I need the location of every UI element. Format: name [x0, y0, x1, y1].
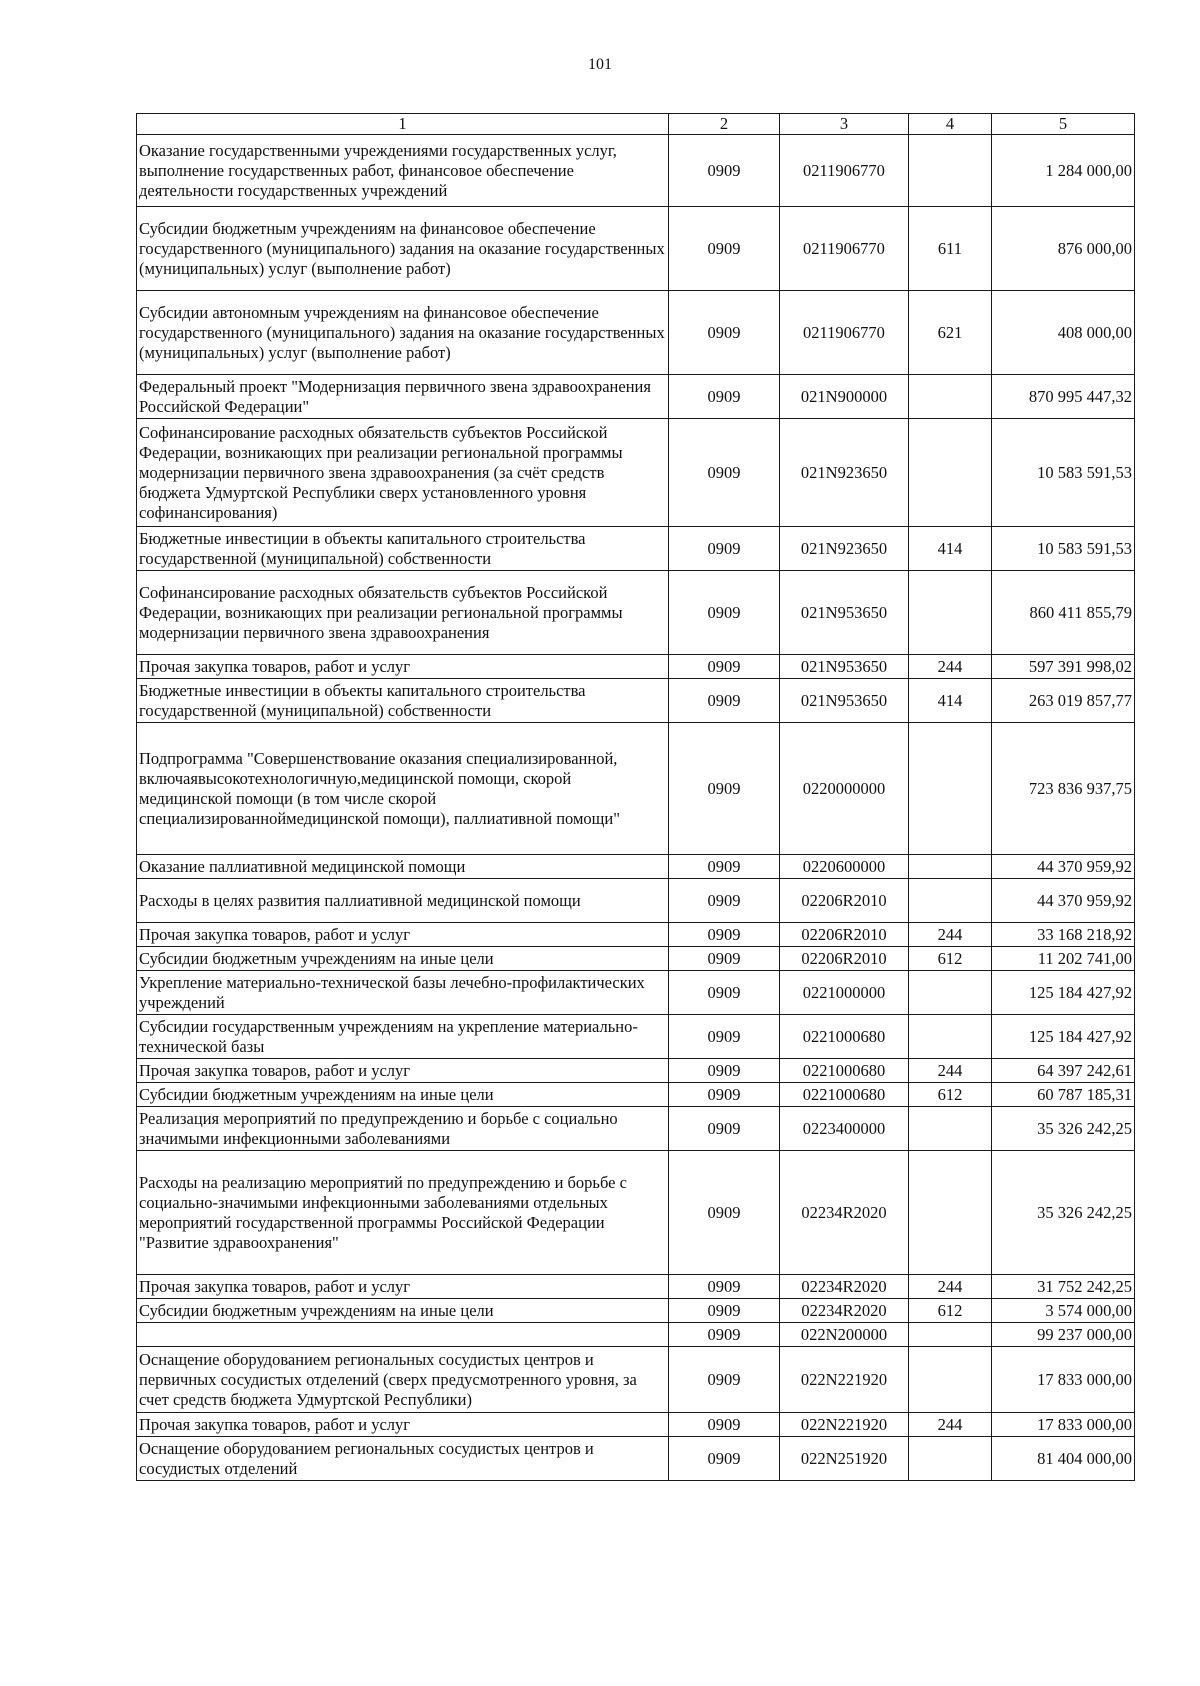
table-row [137, 947, 1135, 971]
budget-table [136, 113, 1135, 1481]
section-cell: 0909 [669, 291, 780, 375]
table-row [137, 135, 1135, 207]
sum-cell: 64 397 242,61 [992, 1059, 1135, 1083]
name-cell: Оказание паллиативной медицинской помощи [137, 855, 669, 879]
csr-cell: 021N900000 [780, 375, 909, 419]
table-row [137, 1347, 1135, 1413]
name-cell [137, 1323, 669, 1347]
table-row [137, 1083, 1135, 1107]
csr-cell: 0223400000 [780, 1107, 909, 1151]
table-row [137, 291, 1135, 375]
sum-cell: 33 168 218,92 [992, 923, 1135, 947]
name-cell: Расходы на реализацию мероприятий по предупреждению и борьбе с социально-значимыми инфекционными заболеваниями отдельных мероприятий государственной программы Российской Федерации "Развитие здравоохранения" [137, 1151, 669, 1275]
name-cell: Субсидии бюджетным учреждениям на иные цели [137, 1083, 669, 1107]
sum-cell: 3 574 000,00 [992, 1299, 1135, 1323]
csr-cell: 02206R2010 [780, 879, 909, 923]
sum-cell: 99 237 000,00 [992, 1323, 1135, 1347]
sum-cell: 860 411 855,79 [992, 571, 1135, 655]
vr-cell [909, 855, 992, 879]
vr-cell: 621 [909, 291, 992, 375]
csr-cell: 02206R2010 [780, 947, 909, 971]
column-header-4: 4 [909, 114, 992, 135]
csr-cell: 0221000680 [780, 1083, 909, 1107]
table-row [137, 1015, 1135, 1059]
section-cell: 0909 [669, 207, 780, 291]
sum-cell: 876 000,00 [992, 207, 1135, 291]
column-header-5: 5 [992, 114, 1135, 135]
name-cell: Софинансирование расходных обязательств субъектов Российской Федерации, возникающих при реализации региональной программы модернизации первичного звена здравоохранения (за счёт средств бюджета Удмуртской Республики сверх установленного уровня софинансирования) [137, 419, 669, 527]
table-row [137, 971, 1135, 1015]
csr-cell: 021N953650 [780, 571, 909, 655]
sum-cell: 31 752 242,25 [992, 1275, 1135, 1299]
table-row [137, 1323, 1135, 1347]
csr-cell: 0220600000 [780, 855, 909, 879]
table-row [137, 1299, 1135, 1323]
csr-cell: 0221000680 [780, 1015, 909, 1059]
table-row [137, 527, 1135, 571]
csr-cell: 022N251920 [780, 1437, 909, 1481]
name-cell: Субсидии автономным учреждениям на финансовое обеспечение государственного (муниципального) задания на оказание государственных (муниципальных) услуг (выполнение работ) [137, 291, 669, 375]
name-cell: Укрепление материально-технической базы лечебно-профилактических учреждений [137, 971, 669, 1015]
vr-cell: 244 [909, 1275, 992, 1299]
table-row [137, 879, 1135, 923]
sum-cell: 870 995 447,32 [992, 375, 1135, 419]
section-cell: 0909 [669, 1083, 780, 1107]
sum-cell: 35 326 242,25 [992, 1107, 1135, 1151]
vr-cell: 612 [909, 947, 992, 971]
csr-cell: 0220000000 [780, 723, 909, 855]
name-cell: Оказание государственными учреждениями государственных услуг, выполнение государственных работ, финансовое обеспечение деятельности государственных учреждений [137, 135, 669, 207]
name-cell: Оснащение оборудованием региональных сосудистых центров и сосудистых отделений [137, 1437, 669, 1481]
sum-cell: 35 326 242,25 [992, 1151, 1135, 1275]
sum-cell: 10 583 591,53 [992, 527, 1135, 571]
vr-cell: 414 [909, 679, 992, 723]
name-cell: Бюджетные инвестиции в объекты капитального строительства государственной (муниципальной) собственности [137, 527, 669, 571]
section-cell: 0909 [669, 1299, 780, 1323]
name-cell: Субсидии бюджетным учреждениям на финансовое обеспечение государственного (муниципального) задания на оказание государственных (муниципальных) услуг (выполнение работ) [137, 207, 669, 291]
table-row [137, 923, 1135, 947]
table-row [137, 655, 1135, 679]
vr-cell: 244 [909, 923, 992, 947]
section-cell: 0909 [669, 1059, 780, 1083]
sum-cell: 125 184 427,92 [992, 971, 1135, 1015]
name-cell: Софинансирование расходных обязательств субъектов Российской Федерации, возникающих при реализации региональной программы модернизации первичного звена здравоохранения [137, 571, 669, 655]
vr-cell: 244 [909, 1413, 992, 1437]
csr-cell: 0211906770 [780, 207, 909, 291]
section-cell: 0909 [669, 1275, 780, 1299]
csr-cell: 0211906770 [780, 135, 909, 207]
sum-cell: 723 836 937,75 [992, 723, 1135, 855]
name-cell: Прочая закупка товаров, работ и услуг [137, 1413, 669, 1437]
section-cell: 0909 [669, 947, 780, 971]
section-cell: 0909 [669, 1413, 780, 1437]
section-cell: 0909 [669, 1151, 780, 1275]
section-cell: 0909 [669, 1323, 780, 1347]
vr-cell: 611 [909, 207, 992, 291]
section-cell: 0909 [669, 855, 780, 879]
csr-cell: 02234R2020 [780, 1299, 909, 1323]
table-row [137, 375, 1135, 419]
sum-cell: 11 202 741,00 [992, 947, 1135, 971]
section-cell: 0909 [669, 923, 780, 947]
section-cell: 0909 [669, 135, 780, 207]
section-cell: 0909 [669, 679, 780, 723]
name-cell: Субсидии государственным учреждениям на укрепление материально-технической базы [137, 1015, 669, 1059]
name-cell: Федеральный проект "Модернизация первичного звена здравоохранения Российской Федерации" [137, 375, 669, 419]
name-cell: Субсидии бюджетным учреждениям на иные цели [137, 947, 669, 971]
section-cell: 0909 [669, 1347, 780, 1413]
section-cell: 0909 [669, 419, 780, 527]
csr-cell: 02234R2020 [780, 1151, 909, 1275]
sum-cell: 17 833 000,00 [992, 1413, 1135, 1437]
vr-cell [909, 419, 992, 527]
vr-cell [909, 375, 992, 419]
name-cell: Прочая закупка товаров, работ и услуг [137, 1275, 669, 1299]
name-cell: Прочая закупка товаров, работ и услуг [137, 655, 669, 679]
name-cell: Субсидии бюджетным учреждениям на иные цели [137, 1299, 669, 1323]
sum-cell: 408 000,00 [992, 291, 1135, 375]
section-cell: 0909 [669, 571, 780, 655]
section-cell: 0909 [669, 1107, 780, 1151]
vr-cell [909, 1107, 992, 1151]
table-row [137, 571, 1135, 655]
section-cell: 0909 [669, 879, 780, 923]
table-row [137, 1151, 1135, 1275]
table-row [137, 207, 1135, 291]
vr-cell [909, 135, 992, 207]
vr-cell [909, 723, 992, 855]
sum-cell: 44 370 959,92 [992, 879, 1135, 923]
table-row [137, 1437, 1135, 1481]
vr-cell [909, 971, 992, 1015]
section-cell: 0909 [669, 655, 780, 679]
name-cell: Оснащение оборудованием региональных сосудистых центров и первичных сосудистых отделений (сверх предусмотренного уровня, за счет средств бюджета Удмуртской Республики) [137, 1347, 669, 1413]
table-row [137, 1413, 1135, 1437]
sum-cell: 263 019 857,77 [992, 679, 1135, 723]
section-cell: 0909 [669, 1437, 780, 1481]
vr-cell: 612 [909, 1299, 992, 1323]
sum-cell: 44 370 959,92 [992, 855, 1135, 879]
sum-cell: 81 404 000,00 [992, 1437, 1135, 1481]
vr-cell: 612 [909, 1083, 992, 1107]
vr-cell [909, 1323, 992, 1347]
sum-cell: 17 833 000,00 [992, 1347, 1135, 1413]
table-row [137, 723, 1135, 855]
column-header-3: 3 [780, 114, 909, 135]
csr-cell: 0221000000 [780, 971, 909, 1015]
section-cell: 0909 [669, 723, 780, 855]
csr-cell: 02206R2010 [780, 923, 909, 947]
csr-cell: 0221000680 [780, 1059, 909, 1083]
name-cell: Подпрограмма "Совершенствование оказания специализированной, включаявысокотехнологичную,медицинской помощи, скорой медицинской помощи (в том числе скорой специализированноймедицинской помощи), паллиативной помощи" [137, 723, 669, 855]
csr-cell: 022N200000 [780, 1323, 909, 1347]
vr-cell: 414 [909, 527, 992, 571]
column-header-1: 1 [137, 114, 669, 135]
name-cell: Прочая закупка товаров, работ и услуг [137, 923, 669, 947]
column-header-2: 2 [669, 114, 780, 135]
sum-cell: 60 787 185,31 [992, 1083, 1135, 1107]
table-row [137, 419, 1135, 527]
vr-cell [909, 879, 992, 923]
csr-cell: 021N923650 [780, 527, 909, 571]
sum-cell: 10 583 591,53 [992, 419, 1135, 527]
name-cell: Прочая закупка товаров, работ и услуг [137, 1059, 669, 1083]
table-row [137, 1275, 1135, 1299]
sum-cell: 1 284 000,00 [992, 135, 1135, 207]
section-cell: 0909 [669, 1015, 780, 1059]
csr-cell: 021N923650 [780, 419, 909, 527]
table-row [137, 679, 1135, 723]
name-cell: Бюджетные инвестиции в объекты капитального строительства государственной (муниципальной) собственности [137, 679, 669, 723]
section-cell: 0909 [669, 527, 780, 571]
vr-cell: 244 [909, 1059, 992, 1083]
vr-cell: 244 [909, 655, 992, 679]
vr-cell [909, 571, 992, 655]
table-row [137, 855, 1135, 879]
sum-cell: 125 184 427,92 [992, 1015, 1135, 1059]
header-row [137, 114, 1135, 135]
page-number: 101 [588, 56, 612, 73]
csr-cell: 0211906770 [780, 291, 909, 375]
csr-cell: 021N953650 [780, 655, 909, 679]
name-cell: Реализация мероприятий по предупреждению и борьбе с социально значимыми инфекционными заболеваниями [137, 1107, 669, 1151]
vr-cell [909, 1015, 992, 1059]
vr-cell [909, 1151, 992, 1275]
table-row [137, 1059, 1135, 1083]
table-body [137, 135, 1135, 1481]
section-cell: 0909 [669, 375, 780, 419]
csr-cell: 02234R2020 [780, 1275, 909, 1299]
section-cell: 0909 [669, 971, 780, 1015]
vr-cell [909, 1437, 992, 1481]
csr-cell: 022N221920 [780, 1413, 909, 1437]
csr-cell: 021N953650 [780, 679, 909, 723]
table-row [137, 1107, 1135, 1151]
vr-cell [909, 1347, 992, 1413]
name-cell: Расходы в целях развития паллиативной медицинской помощи [137, 879, 669, 923]
csr-cell: 022N221920 [780, 1347, 909, 1413]
sum-cell: 597 391 998,02 [992, 655, 1135, 679]
